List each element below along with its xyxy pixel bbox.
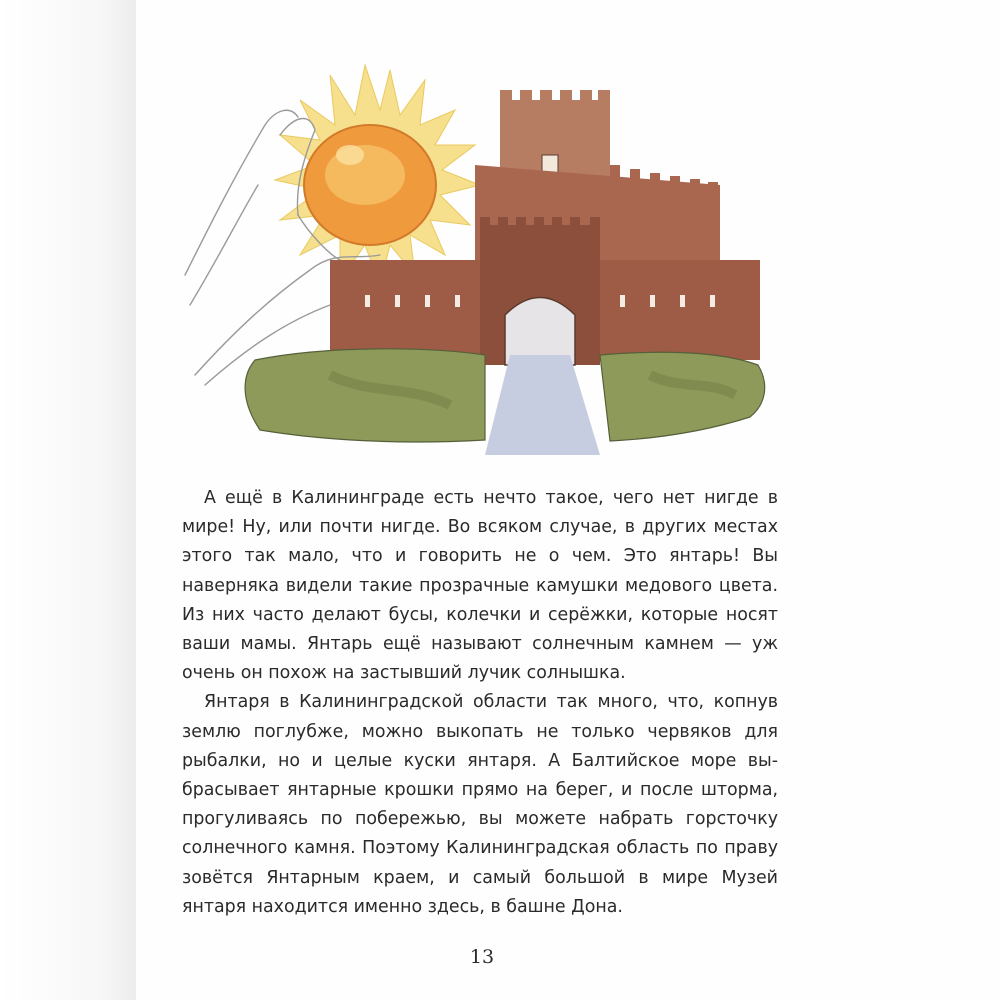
path-icon	[485, 355, 600, 455]
gate-arch-icon	[505, 298, 575, 366]
page-gutter-shadow	[0, 0, 136, 1000]
paragraph-2: Янтаря в Калининградской области так много, что, копнув землю поглубже, можно выкопать не только червяков для рыбалки, но и целые куски янтаря. А Балтийское море выбрасывает янтарные крошки прямо на берег, и после шторма, прогуливаясь по побережью, вы можете набрать горсточку солнечного камня. Поэтому Калининградская область по праву зовётся Янтарным краем, и самый большой в мире Музей янтаря находится именно здесь, в башне Дона.	[182, 692, 778, 917]
illustration-amber-tower	[180, 55, 770, 455]
hedge-left-icon	[245, 349, 485, 442]
hedge-right-icon	[600, 352, 765, 441]
story-text	[182, 484, 778, 922]
paragraph-1: А ещё в Калининграде есть нечто такое, чего нет нигде в мире! Ну, или почти нигде. Во всяком случае, в других местах этого так мало, что и говорить не о чем. Это янтарь! Вы наверняка видели такие прозрачные камушки медового цвета. Из них часто делают бусы, колечки и серёжки, которые носят ваши мамы. Янтарь ещё называют солнечным камнем — уж очень он похож на застывший лучик солнышка.	[182, 488, 778, 684]
amber-stone-icon	[304, 125, 436, 245]
page-number: 13	[469, 946, 495, 968]
